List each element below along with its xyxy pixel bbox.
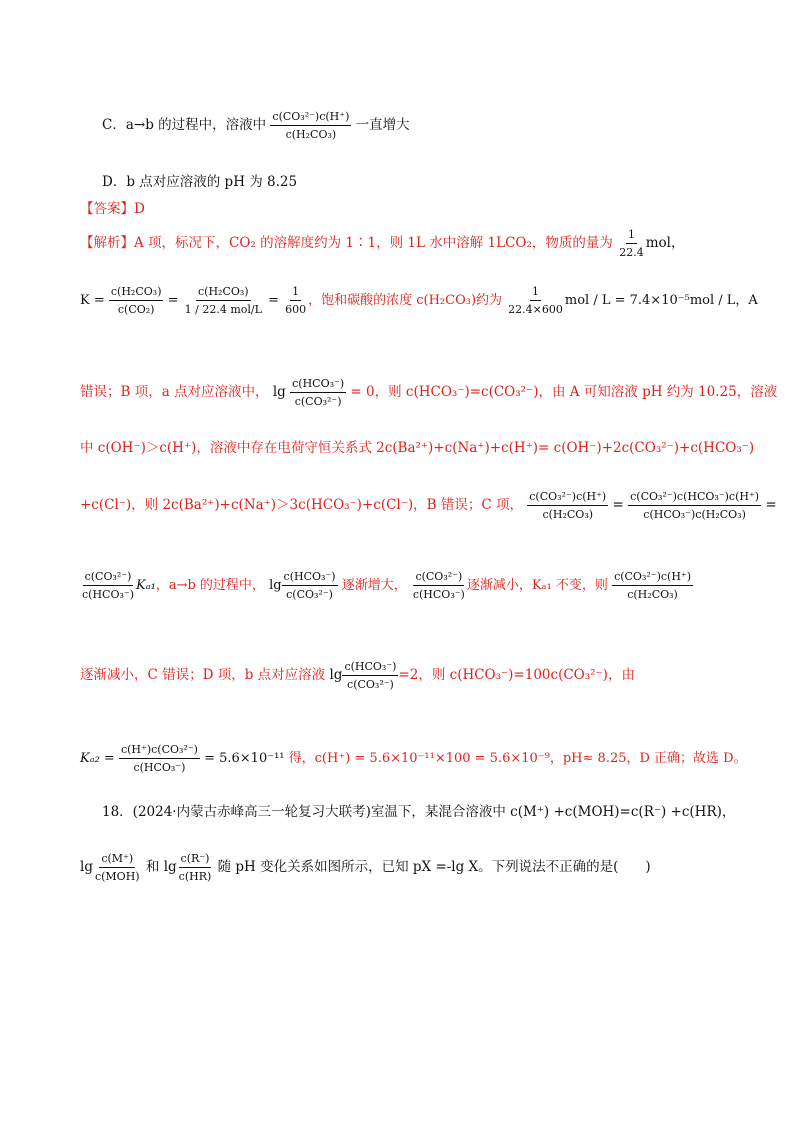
p2-frac-2-den: 1 / 22.4 mol/L [184, 303, 262, 316]
option-c-fraction [270, 110, 351, 141]
p2-frac-4 [506, 285, 565, 316]
option-c-tail: 一直增大 [355, 117, 410, 133]
option-c-label: C．a→b 的过程中，溶液中 [102, 117, 267, 133]
p6-frac-4-num: c(CO₃²⁻)c(H⁺) [612, 570, 693, 586]
p7-fraction [342, 660, 398, 691]
p5-frac-2-den: c(HCO₃⁻)c(H₂CO₃) [643, 508, 746, 521]
p8-text-a: = 5.6×10⁻¹¹ [204, 751, 285, 766]
p1-frac-num: 1 [626, 228, 637, 244]
p2-text: ，饱和碳酸的浓度 c(H₂CO₃)约为 [308, 293, 503, 308]
p6-frac-3-den: c(HCO₃⁻) [412, 588, 465, 601]
p2-frac-1-num: c(H₂CO₃) [109, 285, 164, 301]
p6-frac-1 [80, 570, 136, 601]
p5-frac-1 [527, 490, 608, 521]
p5-frac-1-num: c(CO₃²⁻)c(H⁺) [527, 490, 608, 506]
q18-line-2-tail: 随 pH 变化关系如图所示，已知 pX =-lg X。下列说法不正确的是( ) [217, 859, 651, 875]
p2-frac-1 [109, 285, 164, 316]
q18-lg-1: lg [80, 859, 93, 875]
p8-frac-den: c(HCO₃⁻) [133, 761, 186, 774]
p3-text-b: = 0，则 c(HCO₃⁻)=c(CO₃²⁻)，由 A 可知溶液 pH 约为 10.25，溶液 [350, 384, 778, 400]
p7-frac-den: c(CO₃²⁻) [347, 678, 394, 691]
option-c-numerator: c(CO₃²⁻)c(H⁺) [270, 110, 351, 126]
q18-frac-1-den: c(MOH) [94, 870, 140, 883]
q18-frac-2 [177, 852, 214, 883]
p1-unit: mol， [645, 235, 685, 251]
p6-frac-1-den: c(HCO₃⁻) [82, 588, 134, 601]
option-c-denominator: c(H₂CO₃) [285, 128, 337, 141]
p6-text-a: ，a→b 的过程中， [155, 578, 265, 593]
p6-text-c: 逐渐减小，Kₐ₁ 不变，则 [466, 578, 608, 593]
analysis-line-7: 逐渐减小，C 错误；D 项，b 点对应溶液 lg $\frac{\text{c(HCO₃⁻)}}{\text{c(CO₃²⁻)}}$ =2，则 c(HCO₃⁻)=100c(CO₃²⁻)，由 [80, 660, 635, 691]
p3-fraction [290, 377, 346, 408]
p2-frac-1-den: c(CO₂) [117, 303, 155, 316]
analysis-line-5: +c(Cl⁻)，则 2c(Ba²⁺)+c(Na⁺)＞3c(HCO₃⁻)+c(Cl⁻)，B 错误；C 项， $\frac{\text{c(CO₃²⁻)c(H⁺)}}{\text{c(H₂CO₃)}}$ = $\frac{\text{c(CO₃²⁻)c(HCO₃⁻)c(H⁺)}}{\text{c(HCO₃⁻)c(H₂CO₃)}}$ = [80, 490, 777, 521]
p2-result: mol / L = 7.4×10⁻⁵mol / L，A [564, 293, 758, 308]
p8-frac-num: c(H⁺)c(CO₃²⁻) [119, 743, 200, 759]
analysis-line-1 [80, 228, 684, 259]
analysis-tag: 【解析】 [80, 235, 134, 251]
p6-frac-1-num: c(CO₃²⁻) [83, 570, 134, 586]
p7-frac-num: c(HCO₃⁻) [342, 660, 398, 676]
p5-frac-1-den: c(H₂CO₃) [542, 508, 594, 521]
p6-frac-3-num: c(CO₃²⁻) [413, 570, 464, 586]
p5-text-a: +c(Cl⁻)，则 2c(Ba²⁺)+c(Na⁺)＞3c(HCO₃⁻)+c(Cl⁻)，B 错误；C 项， [80, 497, 523, 513]
p5-frac-2-num: c(CO₃²⁻)c(HCO₃⁻)c(H⁺) [628, 490, 761, 506]
analysis-p1: A 项，标况下，CO₂ 的溶解度约为 1∶1，则 1L 水中溶解 1LCO₂，物质的量为 [134, 235, 613, 251]
p1-fraction [617, 228, 646, 259]
p2-frac-4-den: 22.4×600 [508, 303, 563, 316]
q18-frac-1 [93, 852, 142, 883]
p2-frac-3 [283, 285, 308, 316]
q18-line-2 [80, 852, 651, 883]
analysis-line-3 [80, 377, 777, 408]
p5-frac-2 [628, 490, 761, 521]
q18-frac-1-num: c(M⁺) [99, 852, 135, 868]
analysis-line-8 [80, 743, 747, 774]
p2-frac-2-num: c(H₂CO₃) [196, 285, 251, 301]
p8-text-b: 得，c(H⁺) = 5.6×10⁻¹¹×100 = 5.6×10⁻⁹，pH≈ 8.25，D 正确；故选 D。 [288, 751, 747, 766]
p2-frac-3-num: 1 [290, 285, 301, 301]
q18-lg-2: lg [163, 859, 177, 875]
p6-frac-4-den: c(H₂CO₃) [627, 588, 678, 601]
p6-frac-4 [612, 570, 693, 601]
option-c [102, 110, 410, 141]
p6-frac-2-den: c(CO₃²⁻) [286, 588, 333, 601]
analysis-line-4: 中 c(OH⁻)＞c(H⁺)，溶液中存在电荷守恒关系式 2c(Ba²⁺)+c(Na⁺)+c(H⁺)= c(OH⁻)+2c(CO₃²⁻)+c(HCO₃⁻) [80, 440, 755, 456]
p3-lg: lg [272, 384, 286, 400]
q18-frac-2-den: c(HR) [178, 870, 212, 883]
option-d: D．b 点对应溶液的 pH 为 8.25 [102, 174, 298, 190]
p6-frac-2-num: c(HCO₃⁻) [282, 570, 338, 586]
analysis-line-6: $\frac{\text{c(CO₃²⁻)}}{\text{c(HCO₃⁻)}}$ Kₐ₁，a→b 的过程中， lg $\frac{\text{c(HCO₃⁻)}}{\text{c(CO₃²⁻)}}$ 逐渐增大， $\frac{\text{c(CO₃²⁻)}}{\text{c(HCO₃⁻)}}$ 逐渐减小，Kₐ₁ 不变，则 $\frac{\text{c(CO₃²⁻)c(H⁺)}}{\text{c(H₂CO₃)}}$ [82, 570, 692, 601]
p8-ka: Kₐ₂ = [80, 751, 115, 766]
q18-and: 和 [145, 859, 160, 875]
p2-lhs: K = [80, 293, 105, 308]
answer-line: 【答案】D [80, 201, 145, 217]
p8-fraction [119, 743, 200, 774]
p2-frac-4-num: 1 [530, 285, 541, 301]
p6-frac-2 [282, 570, 338, 601]
p6-text-b: 逐渐增大， [341, 578, 407, 593]
p2-frac-3-den: 600 [285, 303, 307, 316]
q18-frac-2-num: c(R⁻) [179, 852, 212, 868]
p6-ka: Kₐ₁ [136, 578, 156, 593]
p7-text-a: 逐渐减小，C 错误；D 项，b 点对应溶液 [80, 667, 326, 683]
p1-frac-den: 22.4 [619, 246, 644, 259]
q18-line-1: 18．(2024·内蒙古赤峰高三一轮复习大联考)室温下，某混合溶液中 c(M⁺) +c(MOH)=c(R⁻) +c(HR)， [102, 804, 736, 820]
analysis-line-2: K = $\frac{\text{c(H₂CO₃)}}{\text{c(CO₂)}}$ = $\frac{\text{c(H₂CO₃)}}{\text{1 / 22.4 mol/L}}$ = $\frac{1}{600}$ ，饱和碳酸的浓度 c(H₂CO₃)约为 $\frac{1}{22.4\times 600}$ mol / L = 7.4×10⁻⁵mol / L，A [80, 285, 758, 316]
p3-frac-num: c(HCO₃⁻) [290, 377, 346, 393]
p6-frac-3 [411, 570, 467, 601]
p3-text-a: 错误；B 项，a 点对应溶液中， [80, 384, 269, 400]
p2-frac-2 [183, 285, 264, 316]
p3-frac-den: c(CO₃²⁻) [294, 395, 342, 408]
p7-text-b: =2，则 c(HCO₃⁻)=100c(CO₃²⁻)，由 [398, 667, 635, 683]
